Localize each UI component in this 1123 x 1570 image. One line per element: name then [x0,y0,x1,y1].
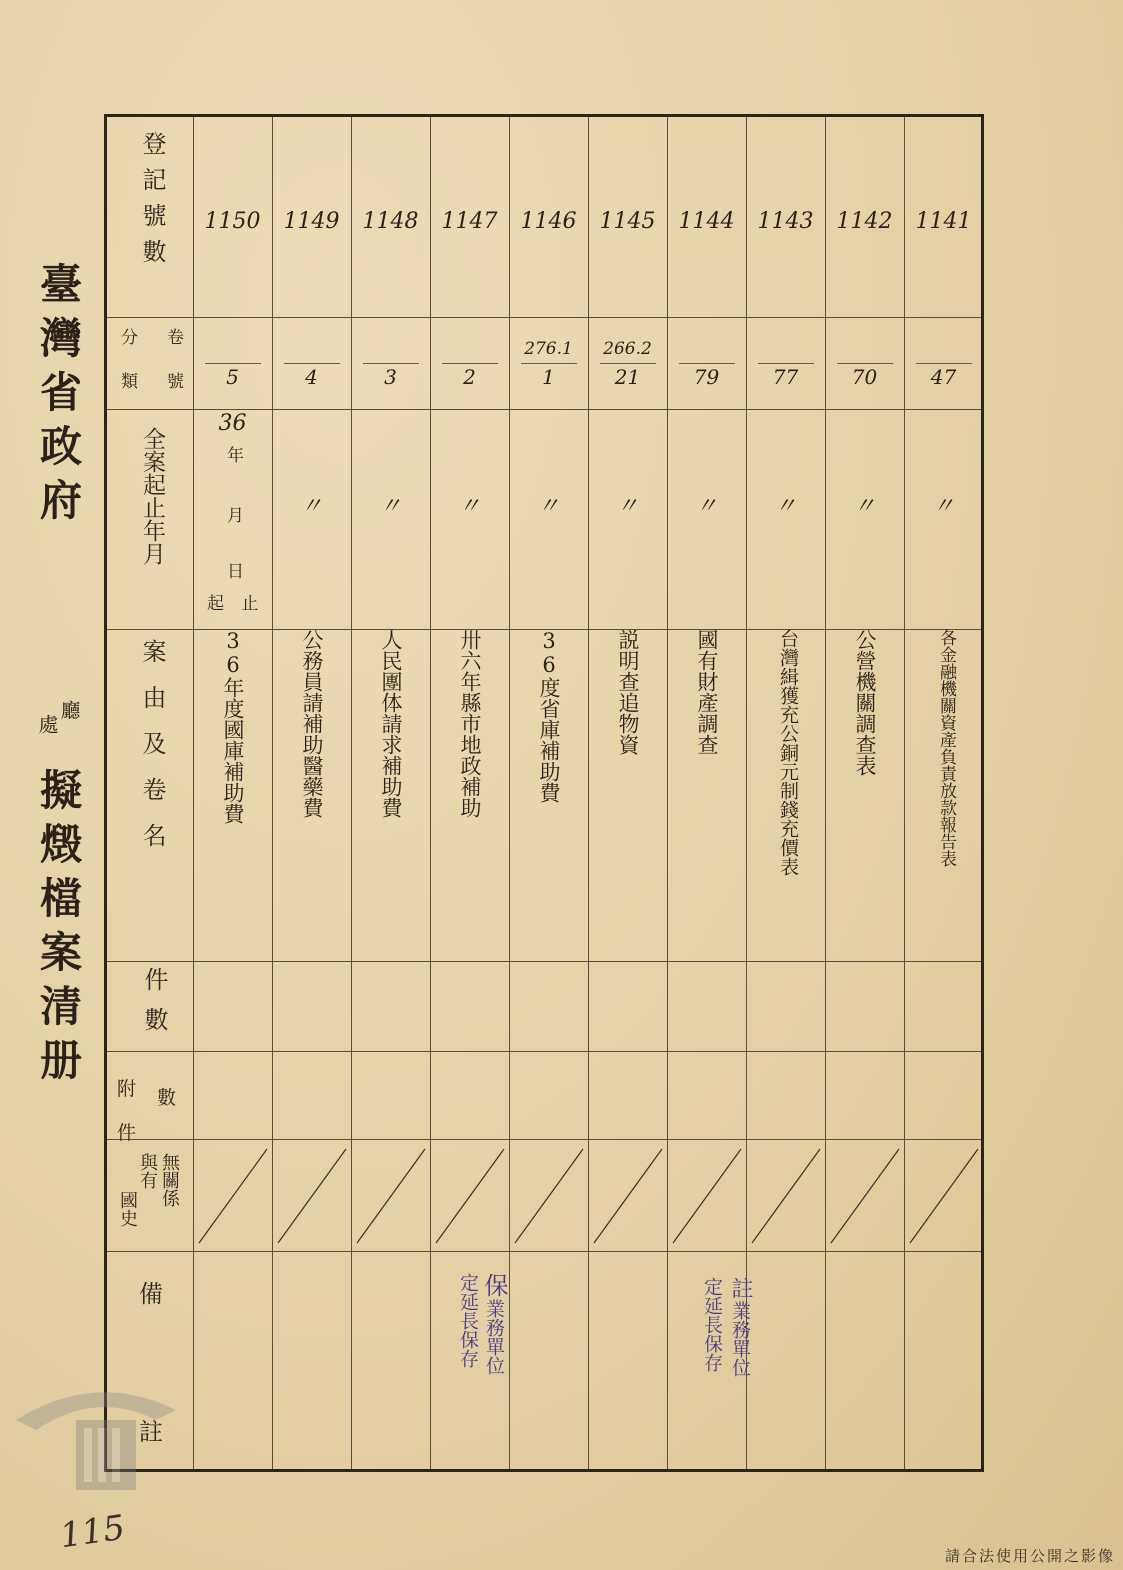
slash-mark [436,1149,504,1243]
cell-period-unit-range: 起 止 [207,594,265,614]
cell-period-ditto: 〃 [458,494,481,519]
cell-class-no: 79 [693,365,720,389]
class-divider [284,363,340,364]
header-history-c: 國史 [117,1191,138,1227]
class-divider [679,363,735,364]
cell-subject: 説明查追物資 [616,629,640,755]
row-divider [107,317,981,318]
office-label-ting: 廳 [57,700,81,720]
column-divider [825,117,826,1469]
class-divider [363,363,419,364]
class-divider [837,363,893,364]
cell-period-unit-month: 月 [227,506,244,526]
document-title: 臺灣省政府 [34,262,83,532]
cell-class-no: 1 [542,365,555,389]
header-period: 全案起止年月 [139,427,165,565]
slash-mark [831,1149,899,1243]
header-remarks-bottom: 註 [139,1418,163,1446]
cell-period-ditto: 〃 [853,494,876,519]
history-slash-marks-last [904,1143,983,1247]
cell-period-unit-year: 年 [227,446,244,466]
cell-subject: 公務員請補助醫藥費 [300,629,324,818]
cell-period-ditto: 〃 [537,494,560,519]
header-history-b: 與有 [137,1153,158,1189]
class-divider [916,363,972,364]
cell-subject: 人民團体請求補助費 [379,629,403,818]
column-divider [667,117,668,1469]
cell-subject: 36年度國庫補助費 [221,629,245,824]
cell-reg-no: 1146 [520,209,577,234]
cell-period-ditto: 〃 [695,494,718,519]
cell-class-extra: 266.2 [603,339,652,359]
cell-period-ditto: 〃 [300,494,323,519]
column-divider [193,117,194,1469]
retention-stamp [687,1277,751,1417]
column-divider [509,117,510,1469]
column-divider [588,117,589,1469]
cell-reg-no: 1141 [915,209,972,234]
slash-mark [910,1149,978,1243]
class-divider [521,363,577,364]
header-attach-a: 數 [157,1087,177,1109]
cell-period-ditto: 〃 [932,494,955,519]
class-divider [758,363,814,364]
office-label [35,700,81,750]
column-divider [746,117,747,1469]
class-divider [442,363,498,364]
stamp-line: 定延長保存 [457,1273,479,1368]
header-remarks-top: 備 [139,1280,163,1308]
history-slash-marks [193,1143,904,1247]
cell-period-ditto: 〃 [616,494,639,519]
cell-subject: 各金融機關資產負責放款報告表 [936,629,956,867]
cell-reg-no: 1147 [441,209,498,234]
slash-mark [752,1149,820,1243]
class-divider [205,363,261,364]
stamp-line: 定延長保存 [701,1277,723,1372]
row-divider [107,961,981,962]
cell-reg-no: 1148 [362,209,419,234]
column-divider [272,117,273,1469]
cell-period-ditto: 〃 [774,494,797,519]
cell-reg-no: 1150 [204,209,261,234]
header-class-bottom-a: 分 [121,328,138,348]
cell-subject: 公營機關調查表 [853,629,877,776]
office-label-chu: 處 [35,714,59,734]
header-attach-b: 附件 [117,1078,137,1144]
cell-subject: 36度省庫補助費 [537,629,561,803]
cell-reg-no: 1144 [678,209,735,234]
slash-mark [278,1149,346,1243]
column-divider [904,117,905,1469]
header-subject: 案由及卷名 [138,639,166,869]
cell-class-no: 4 [305,365,318,389]
header-class-top-a: 卷 [167,328,184,348]
header-class-bottom-b: 類 [121,372,138,392]
slash-mark [673,1149,741,1243]
slash-mark [357,1149,425,1243]
cell-subject: 台灣緝獲充公銅元制錢充價表 [777,629,799,876]
column-divider [430,117,431,1469]
row-divider [107,1139,981,1140]
slash-mark [199,1149,267,1243]
page-number: 115 [57,1507,128,1557]
cell-subject: 卅六年縣市地政補助 [458,629,482,818]
cell-period-ditto: 〃 [379,494,402,519]
cell-class-no: 5 [226,365,239,389]
cell-reg-no: 1143 [757,209,814,234]
cell-class-no: 70 [851,365,878,389]
archive-logo-icon [6,1360,186,1500]
header-reg-no: 登記號數 [138,131,166,275]
cell-class-no: 3 [384,365,397,389]
cell-period-year: 36 [218,411,247,436]
stamp-line: 保 [480,1273,508,1297]
class-divider [600,363,656,364]
header-history-a: 無關係 [159,1153,180,1207]
retention-stamp [439,1273,508,1413]
cell-class-no: 2 [463,365,476,389]
stamp-line: 註 [728,1277,753,1299]
row-divider [107,409,981,410]
cell-class-no: 47 [930,365,957,389]
cell-class-no: 21 [614,365,641,389]
header-class-top-b: 號 [167,372,184,392]
cell-period-unit-day: 日 [227,562,244,582]
cell-subject: 國有財產調查 [695,629,719,755]
cell-reg-no: 1145 [599,209,656,234]
slash-mark [594,1149,662,1243]
slash-mark [515,1149,583,1243]
header-count: 件數 [140,967,168,1047]
row-divider [107,1051,981,1052]
row-divider [107,1251,981,1252]
column-divider [351,117,352,1469]
cell-reg-no: 1142 [836,209,893,234]
watermark-notice: 請合法使用公開之影像 [944,1547,1115,1565]
document-subtitle: 擬燬檔案清册 [34,768,83,1092]
stamp-line: 業務單位 [483,1299,505,1375]
ledger-table [104,114,984,1472]
cell-class-no: 77 [772,365,799,389]
cell-reg-no: 1149 [283,209,340,234]
stamp-line: 業務單位 [729,1301,751,1377]
cell-class-extra: 276.1 [524,339,573,359]
